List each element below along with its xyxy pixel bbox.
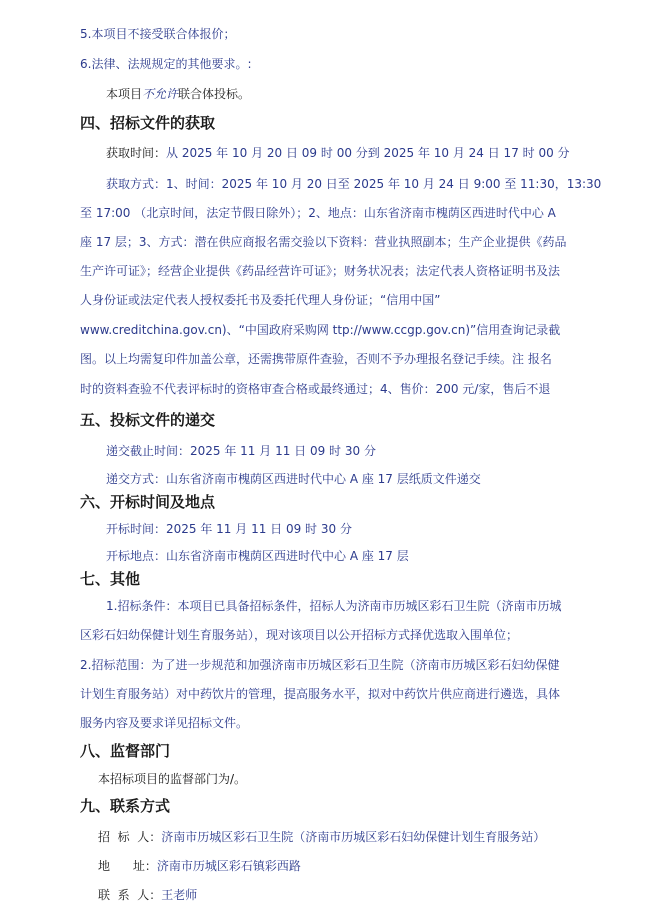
contact-address (98, 858, 301, 874)
section-7-heading: 七、其他 (80, 570, 141, 588)
consortium-prefix: 本项目 (106, 87, 143, 101)
other-line-3: 2.招标范围：为了进一步规范和加强济南市历城区彩石卫生院（济南市历城区彩石妇幼保健 (80, 658, 560, 672)
other-line-1: 1.招标条件：本项目已具备招标条件，招标人为济南市历城区彩石卫生院（济南市历城 (106, 599, 562, 613)
open-place: 开标地点：山东省济南市槐荫区西进时代中心 A 座 17 层 (106, 549, 409, 563)
acquire-method-line-8: 时的资料查验不代表评标时的资格审查合格或最终通过；4、售价：200 元/家，售后不退 (80, 382, 551, 396)
submit-deadline: 递交截止时间：2025 年 11 月 11 日 09 时 30 分 (106, 444, 376, 458)
acquire-method-line-1: 获取方式：1、时间：2025 年 10 月 20 日至 2025 年 10 月 24 日 9:00 至 11:30，13:30 (106, 177, 602, 191)
consortium-suffix: 联合体投标。 (178, 87, 251, 101)
acquire-method-line-5: 人身份证或法定代表人授权委托书及委托代理人身份证；“信用中国” (80, 293, 441, 307)
submit-method: 递交方式：山东省济南市槐荫区西进时代中心 A 座 17 层纸质文件递交 (106, 472, 481, 486)
acquire-method-line-6: www.creditchina.gov.cn)、“中国政府采购网 ttp://www.ccgp.gov.cn)”信用查询记录截 (80, 323, 561, 337)
consortium-statement (106, 86, 250, 102)
section-9-heading: 九、联系方式 (80, 797, 171, 815)
acquire-time (106, 145, 570, 161)
section-8-heading: 八、监督部门 (80, 742, 171, 760)
acquire-method-line-7: 图。以上均需复印件加盖公章，还需携带原件查验，否则不予办理报名登记手续。注 报名 (80, 352, 552, 366)
acquire-method-line-2: 至 17:00 （北京时间，法定节假日除外）；2、地点：山东省济南市槐荫区西进时代中心 A (80, 206, 556, 220)
contact-person (98, 887, 197, 903)
section-5-heading: 五、投标文件的递交 (80, 411, 216, 429)
acquire-time-label: 获取时间： (106, 146, 167, 160)
tenderer-label: 招 标 人： (98, 830, 162, 844)
acquire-method-line-3: 座 17 层；3、方式：潜在供应商报名需交验以下资料：营业执照副本；生产企业提供《药品 (80, 235, 567, 249)
supervision-text: 本招标项目的监督部门为/。 (98, 772, 247, 786)
other-line-5: 服务内容及要求详见招标文件。 (80, 716, 249, 730)
contact-label: 联 系 人： (98, 888, 162, 902)
tenderer-value: 济南市历城区彩石卫生院（济南市历城区彩石妇幼保健计划生育服务站） (161, 830, 546, 844)
other-line-4: 计划生育服务站）对中药饮片的管理，提高服务水平，拟对中药饮片供应商进行遴选，具体 (80, 687, 561, 701)
consortium-flag: 不允许 (142, 87, 179, 101)
contact-tenderer (98, 829, 545, 845)
contact-value: 王老师 (161, 888, 198, 902)
other-line-2: 区彩石妇幼保健计划生育服务站），现对该项目以公开招标方式择优选取入围单位； (80, 628, 519, 642)
open-time: 开标时间：2025 年 11 月 11 日 09 时 30 分 (106, 522, 352, 536)
item-5: 5.本项目不接受联合体报价； (80, 27, 236, 41)
address-label: 地 址： (98, 859, 157, 873)
address-value: 济南市历城区彩石镇彩西路 (156, 859, 301, 873)
acquire-time-value: 从 2025 年 10 月 20 日 09 时 00 分到 2025 年 10 月 24 日 17 时 00 分 (166, 146, 570, 160)
section-4-heading: 四、招标文件的获取 (80, 114, 216, 132)
acquire-method-line-4: 生产许可证》；经营企业提供《药品经营许可证》；财务状况表；法定代表人资格证明书及法 (80, 264, 561, 278)
section-6-heading: 六、开标时间及地点 (80, 493, 216, 511)
item-6: 6.法律、法规规定的其他要求。: (80, 57, 252, 71)
